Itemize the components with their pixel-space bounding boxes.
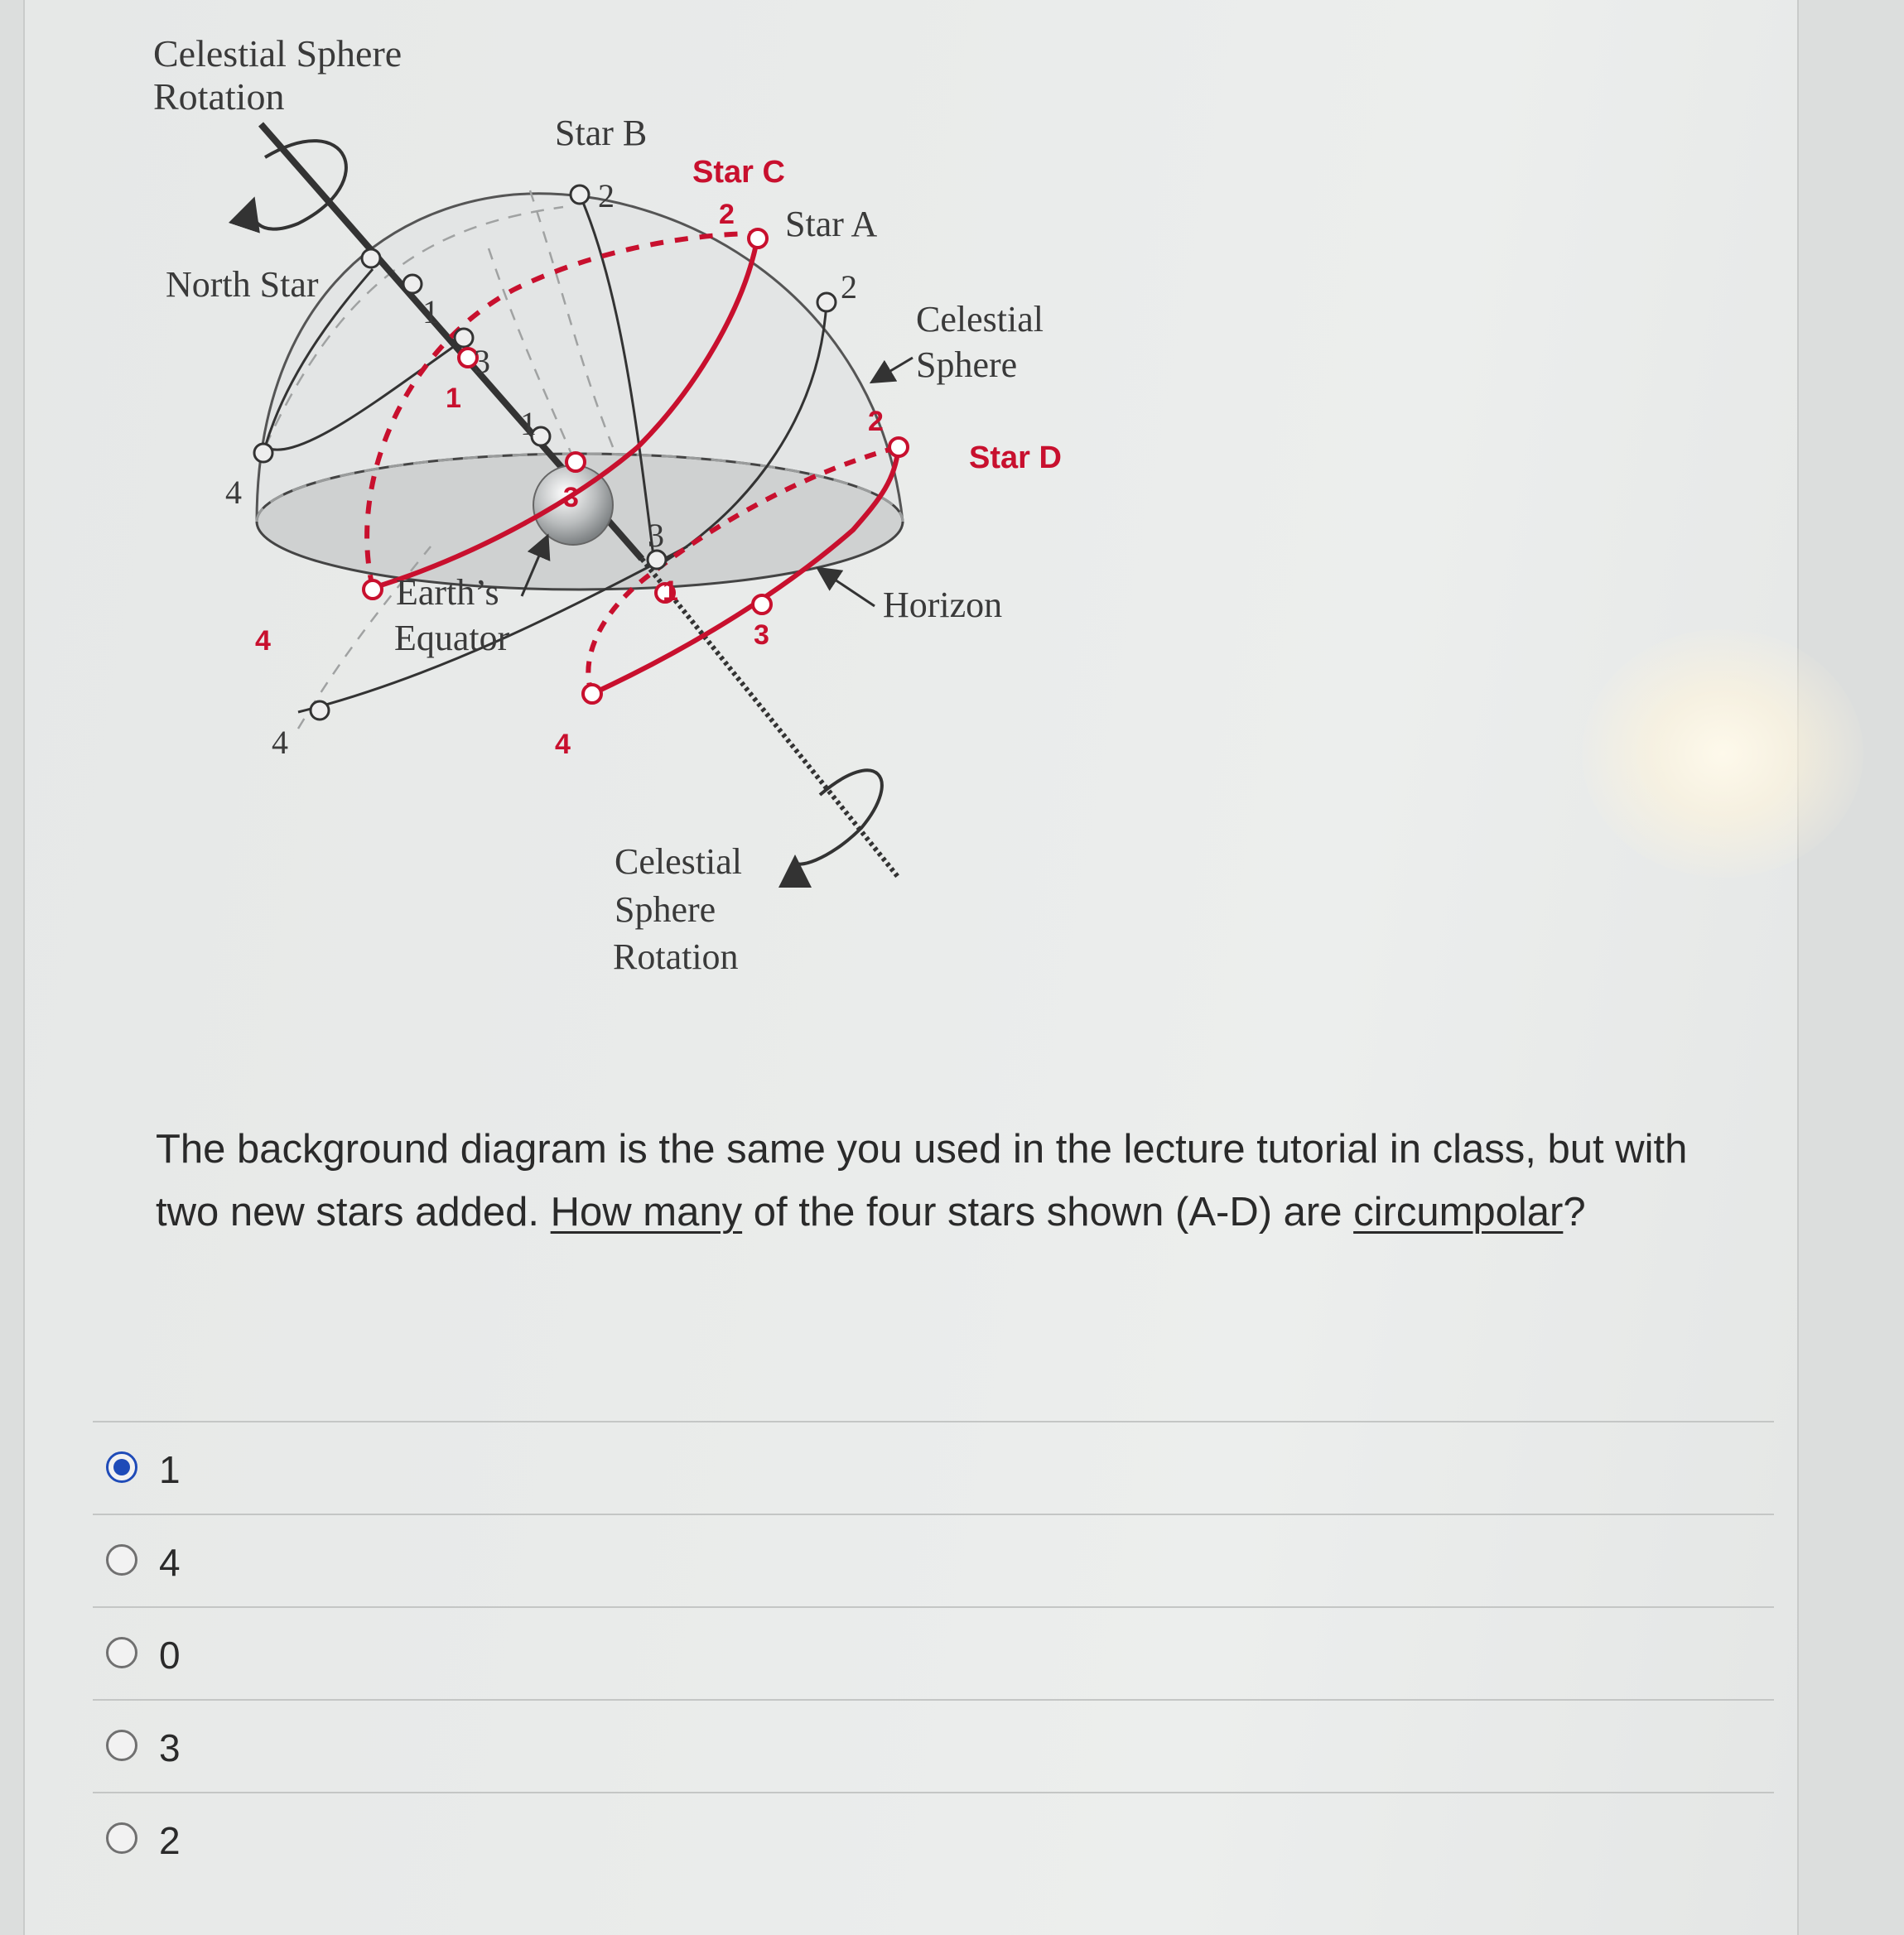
svg-text:4: 4 [225, 474, 242, 511]
svg-text:3: 3 [474, 343, 490, 380]
svg-text:1: 1 [446, 383, 461, 414]
celestial-sphere-diagram [133, 17, 1126, 994]
svg-text:4: 4 [272, 724, 288, 761]
svg-text:1: 1 [663, 575, 678, 607]
radio-button[interactable] [106, 1730, 137, 1761]
answer-choice-3[interactable] [93, 1701, 1774, 1792]
answer-choice-1[interactable] [93, 1422, 1774, 1514]
quiz-page [23, 0, 1799, 1935]
emphasis-circumpolar: circumpolar [1353, 1190, 1564, 1235]
photo-glare [1582, 629, 1863, 878]
rotation-arrow-bottom [795, 770, 882, 864]
radio-button[interactable] [106, 1544, 137, 1576]
north-star-label: North Star [166, 264, 319, 305]
rotation-label-top: Celestial Sphere [153, 32, 402, 75]
radio-button[interactable] [106, 1822, 137, 1854]
radio-button[interactable] [106, 1637, 137, 1668]
choice-label: 1 [159, 1448, 181, 1491]
answer-choice-0[interactable] [93, 1608, 1774, 1699]
star-d-label: Star D [969, 440, 1062, 475]
earth-equator-label: Earth’s [396, 572, 499, 613]
radio-button-selected[interactable] [106, 1451, 137, 1483]
svg-text:Sphere: Sphere [615, 889, 716, 930]
answer-choice-4[interactable] [93, 1515, 1774, 1606]
choice-label: 4 [159, 1541, 181, 1584]
answer-choices [93, 1421, 1774, 1884]
svg-text:4: 4 [255, 625, 271, 657]
svg-text:2: 2 [841, 268, 857, 306]
rotation-label-bottom: Celestial [615, 841, 742, 882]
svg-text:2: 2 [598, 177, 615, 214]
rotation-arrow-top [252, 141, 346, 229]
star-b-label: Star B [555, 113, 648, 153]
svg-text:3: 3 [648, 517, 664, 554]
svg-text:Equator: Equator [394, 618, 510, 658]
svg-text:2: 2 [719, 199, 735, 230]
celestial-sphere-label: Celestial [916, 299, 1044, 339]
svg-text:3: 3 [563, 482, 579, 513]
svg-text:2: 2 [868, 406, 884, 437]
svg-text:Rotation: Rotation [613, 936, 739, 977]
answer-choice-2[interactable] [93, 1793, 1774, 1884]
emphasis-how-many: How many [550, 1190, 743, 1235]
svg-text:1: 1 [520, 405, 537, 442]
question-text: The background diagram is the same you used in the lecture tutorial in class, but with two new stars added. How many of the four stars shown (A-D) are circumpolar? [156, 1127, 1688, 1235]
choice-label: 0 [159, 1634, 181, 1677]
horizon-label: Horizon [883, 585, 1003, 625]
star-a-label: Star A [785, 204, 878, 244]
svg-text:3: 3 [754, 619, 769, 651]
star-c-label: Star C [692, 155, 785, 190]
svg-text:4: 4 [555, 729, 571, 760]
choice-label: 2 [159, 1819, 181, 1862]
choice-label: 3 [159, 1726, 181, 1769]
svg-text:Sphere: Sphere [916, 344, 1018, 385]
svg-text:1: 1 [422, 293, 439, 330]
svg-text:Rotation: Rotation [153, 75, 285, 118]
